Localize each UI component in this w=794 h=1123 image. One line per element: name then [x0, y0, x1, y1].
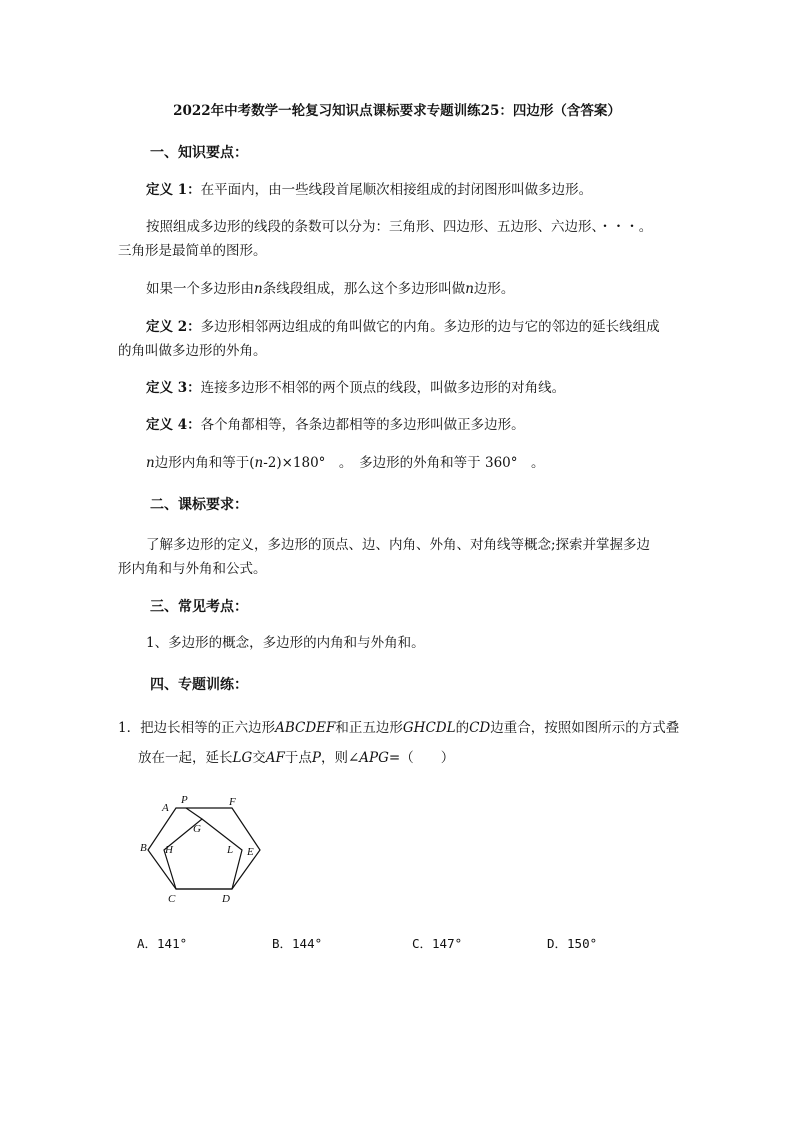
math-var: AF	[265, 750, 285, 766]
text-span: 和正五边形	[335, 720, 403, 736]
section-heading-1: 一、知识要点：	[150, 145, 248, 161]
math-n: n	[254, 281, 263, 297]
label-H: H	[165, 844, 173, 856]
definition-text: 连接多边形不相邻的两个顶点的线段，叫做多边形的对角线。	[200, 380, 566, 396]
text-span: 把边长相等的正六边形	[140, 720, 276, 736]
math-var: CD	[469, 720, 491, 736]
label-G: G	[193, 823, 201, 835]
classify-line-2: 三角形是最简单的图形。	[118, 243, 267, 259]
text-span: 的	[455, 720, 470, 736]
label-C: C	[168, 893, 176, 905]
definition-label: 定义 4：	[146, 417, 201, 433]
option-b[interactable]: B．144°	[272, 936, 323, 951]
math-n: n	[254, 455, 264, 471]
extension-line-gp	[186, 808, 202, 819]
definition-text: 在平面内，由一些线段首尾顺次相接组成的封闭图形叫做多边形。	[200, 182, 593, 198]
definition-label: 定义 3：	[146, 380, 201, 396]
math-var: APG	[359, 750, 389, 766]
math-n: n	[465, 281, 474, 297]
text-span: 边形。	[473, 281, 515, 297]
math-n: n	[146, 455, 155, 471]
label-A: A	[162, 802, 169, 814]
text-span: 边重合，按照如图所示的方式叠	[490, 720, 680, 736]
label-F: F	[229, 796, 236, 808]
option-a[interactable]: A．141°	[137, 936, 188, 951]
label-B: B	[140, 842, 147, 854]
math-var: ABCDEF	[275, 720, 336, 736]
definition-text: 各个角都相等，各条边都相等的多边形叫做正多边形。	[200, 417, 525, 433]
label-E: E	[247, 846, 254, 858]
definition-2-line-2: 的角叫做多边形的外角。	[118, 343, 267, 359]
text-span: 如果一个多边形由	[146, 281, 254, 297]
math-var: P	[311, 750, 321, 766]
classify-line-1: 按照组成多边形的线段的条数可以分为：三角形、四边形、五边形、六边形、・・・。	[146, 219, 653, 235]
requirement-line-2: 形内角和与外角和公式。	[118, 561, 267, 577]
section-heading-4: 四、专题训练：	[150, 677, 248, 693]
definition-label: 定义 1：	[146, 182, 201, 198]
math-var: GHCDL	[402, 720, 456, 736]
text-span: =（ ）	[388, 750, 455, 766]
label-L: L	[227, 844, 234, 856]
question-number: 1．	[118, 720, 141, 736]
exam-point-1: 1、多边形的概念，多边形的内角和与外角和。	[146, 635, 425, 651]
section-heading-2: 二、课标要求：	[150, 497, 248, 513]
page-title: 2022年中考数学一轮复习知识点课标要求专题训练25：四边形（含答案）	[173, 103, 621, 119]
text-span: 条线段组成，那么这个多边形叫做	[262, 281, 466, 297]
requirement-line-1: 了解多边形的定义，多边形的顶点、边、内角、外角、对角线等概念;探索并掌握多边	[146, 537, 651, 553]
text-span: 边形内角和等于(	[154, 455, 255, 471]
section-heading-3: 三、常见考点：	[150, 599, 248, 615]
option-c[interactable]: C．147°	[412, 936, 463, 951]
definition-label: 定义 2：	[146, 319, 201, 335]
text-span: -2)×180° 。 多边形的外角和等于 360° 。	[263, 455, 545, 471]
text-span: ，则∠	[320, 750, 360, 766]
text-span: 于点	[284, 750, 312, 766]
math-var: LG	[232, 750, 253, 766]
option-d[interactable]: D．150°	[547, 936, 598, 951]
text-span: 交	[252, 750, 266, 766]
label-D: D	[222, 893, 230, 905]
label-P: P	[181, 794, 188, 806]
text-span: 放在一起，延长	[138, 750, 233, 766]
definition-text: 多边形相邻两边组成的角叫做它的内角。多边形的边与它的邻边的延长线组成	[200, 319, 660, 335]
